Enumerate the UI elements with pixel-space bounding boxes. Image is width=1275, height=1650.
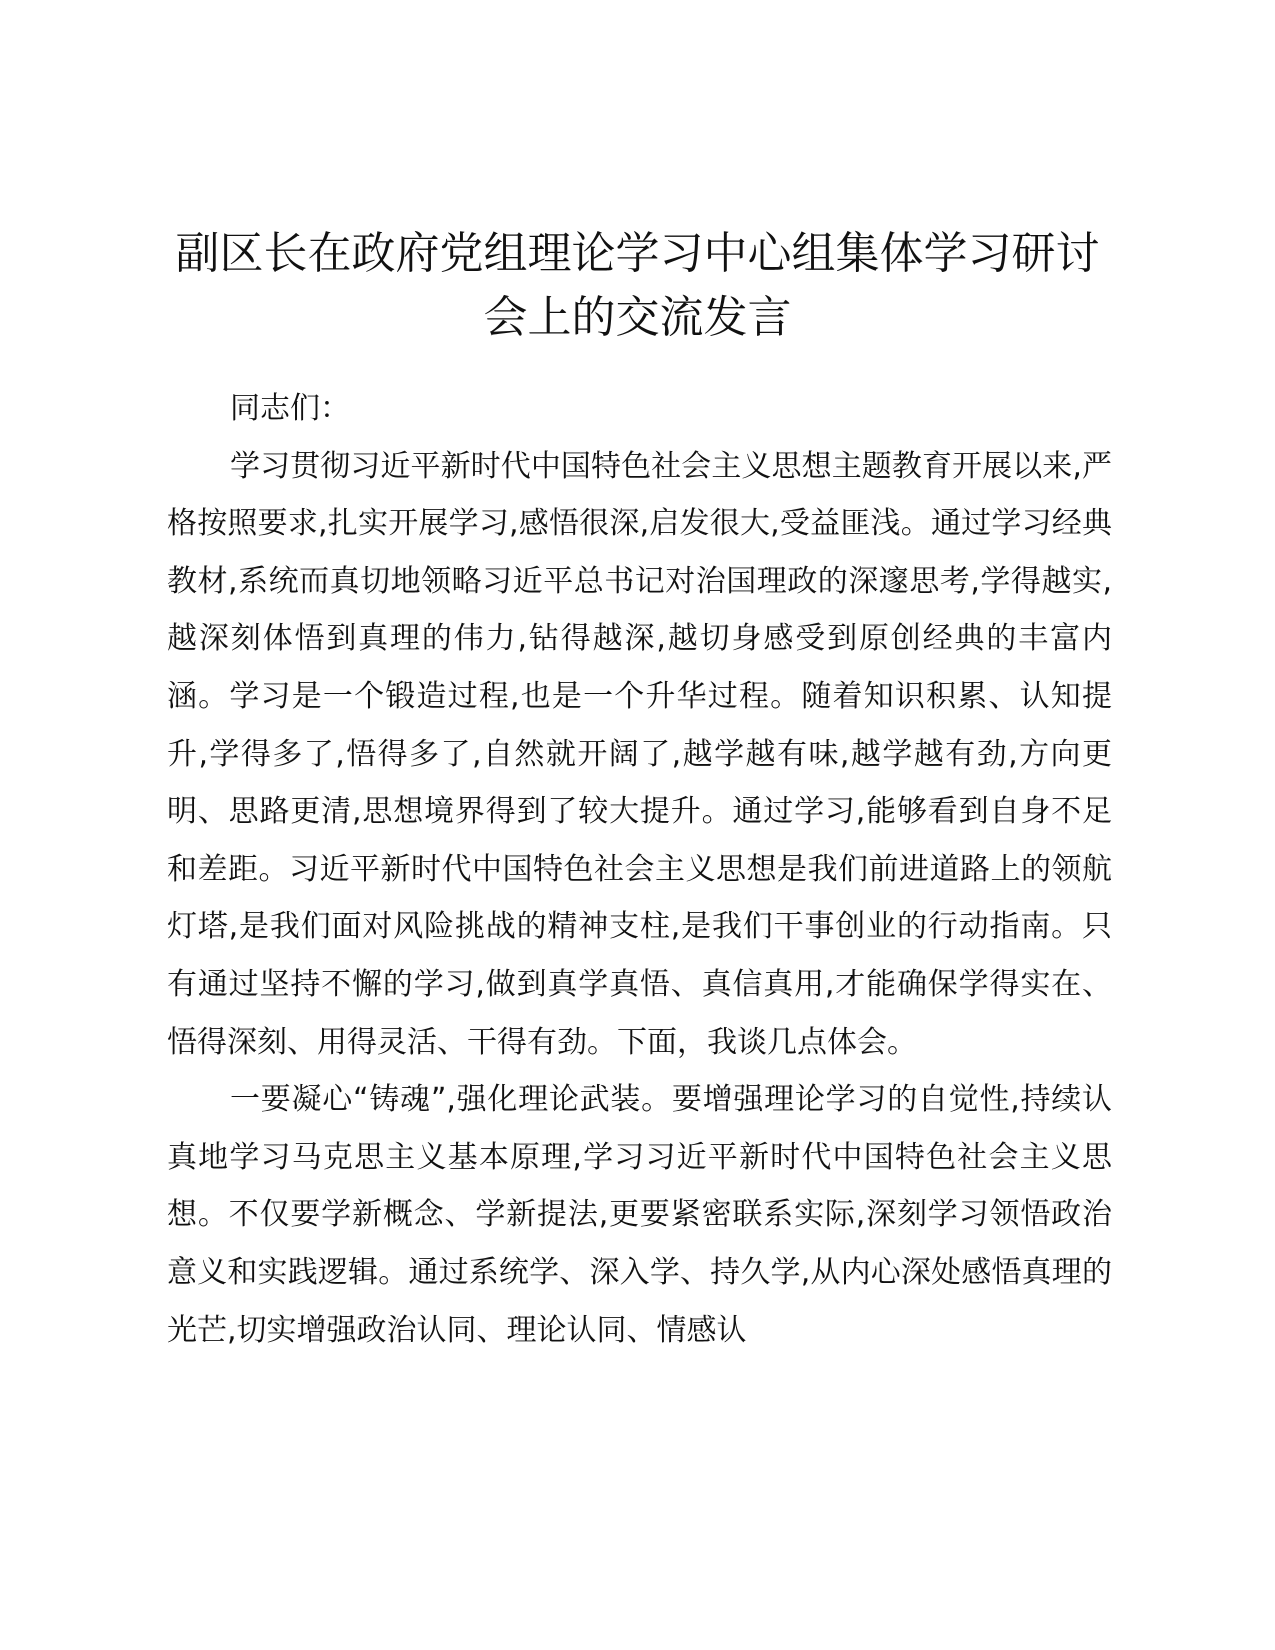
salutation: 同志们： xyxy=(230,391,350,426)
document-title: 副区长在政府党组理论学习中心组集体学习研讨会上的交流发言 xyxy=(175,228,1100,343)
body-paragraph: 一要凝心“铸魂”,强化理论武装。要增强理论学习的自觉性,持续认真地学习马克思主义基本原理,学习习近平新时代中国特色社会主义思想。不仅要学新概念、学新提法,更要紧密联系实际,深刻学习领悟政治意义和实践逻辑。通过系统学、深入学、持久学,从内心深处感悟真理的光芒,切实增强政治认同、理论认同、情感认 xyxy=(167,1082,1112,1348)
document-body xyxy=(167,380,1112,1359)
body-paragraph: 学习贯彻习近平新时代中国特色社会主义思想主题教育开展以来,严格按照要求,扎实开展学习,感悟很深,启发很大,受益匪浅。通过学习经典教材,系统而真切地领略习近平总书记对治国理政的深邃思考,学得越实,越深刻体悟到真理的伟力,钻得越深,越切身感受到原创经典的丰富内涵。学习是一个锻造过程,也是一个升华过程。随着知识积累、认知提升,学得多了,悟得多了,自然就开阔了,越学越有味,越学越有劲,方向更明、思路更清,思想境界得到了较大提升。通过学习,能够看到自身不足和差距。习近平新时代中国特色社会主义思想是我们前进道路上的领航灯塔,是我们面对风险挑战的精神支柱,是我们干事创业的行动指南。只有通过坚持不懈的学习,做到真学真悟、真信真用,才能确保学得实在、悟得深刻、用得灵活、干得有劲。下面，我谈几点体会。 xyxy=(167,448,1112,1060)
